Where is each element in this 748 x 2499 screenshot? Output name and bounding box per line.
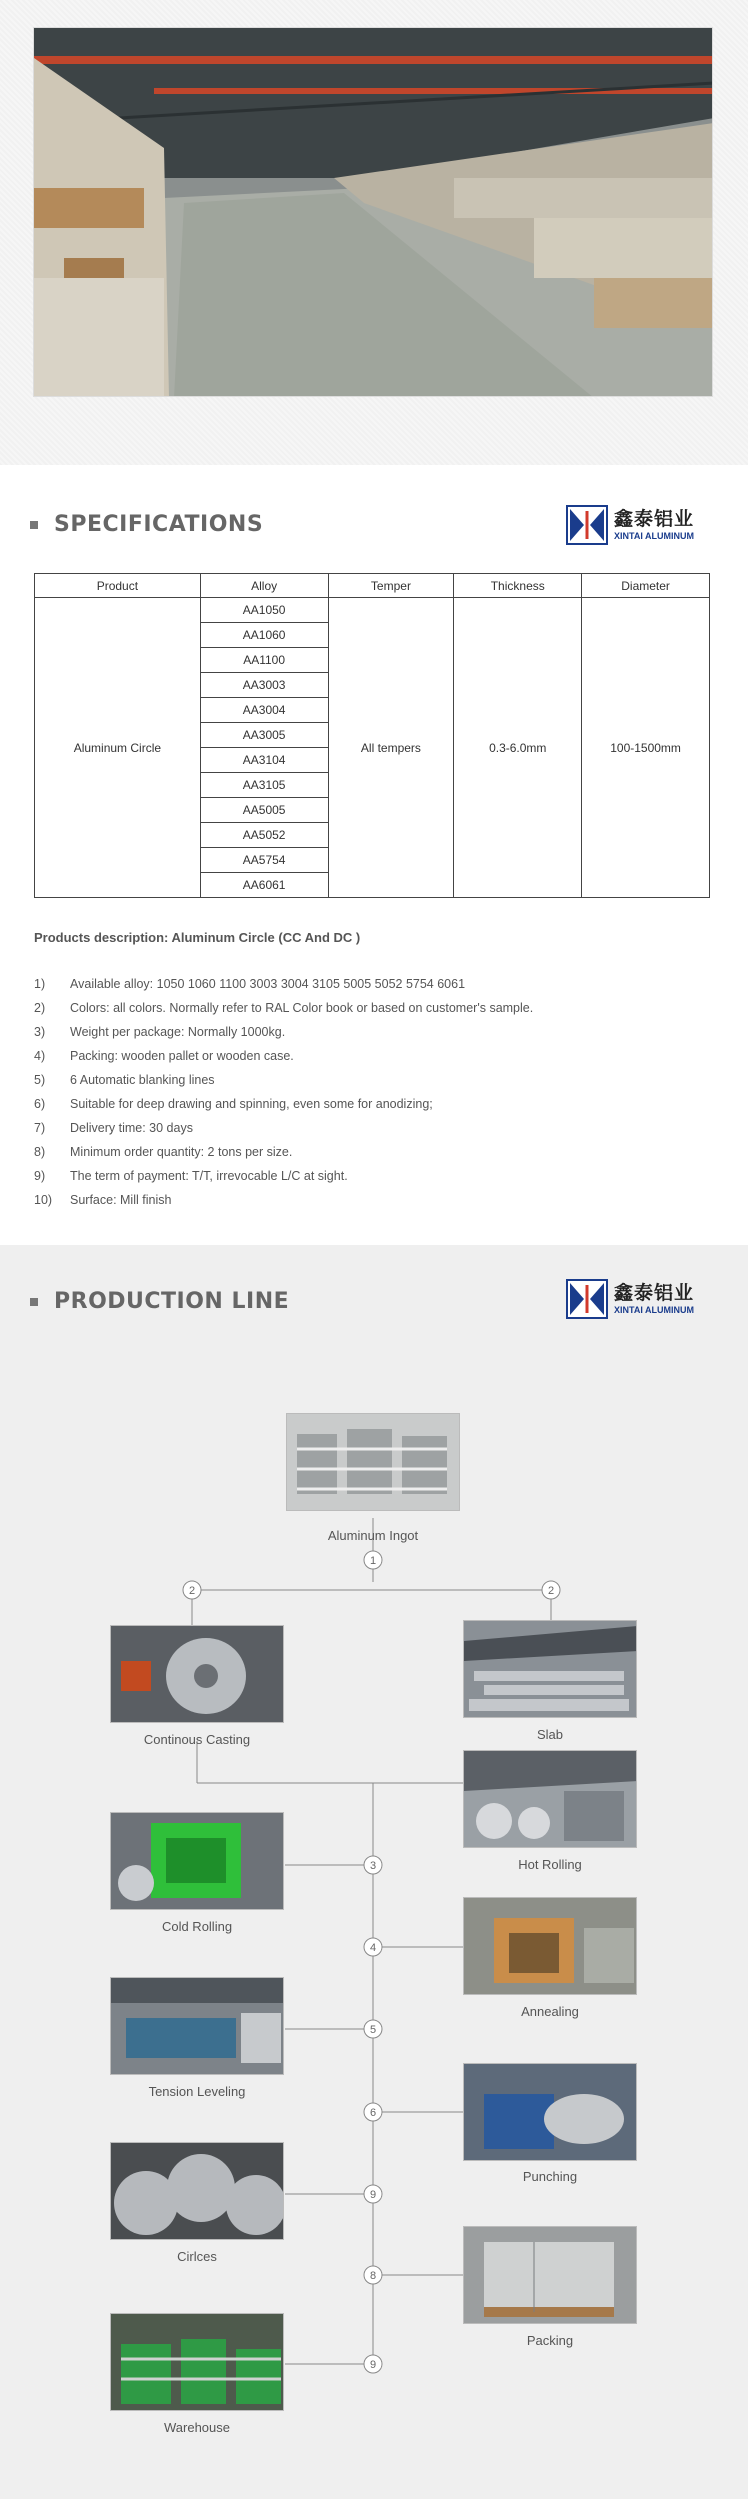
square-bullet-icon: [30, 521, 38, 529]
header-thickness: Thickness: [454, 574, 582, 598]
header-diameter: Diameter: [582, 574, 710, 598]
list-item: 4) Packing: wooden pallet or wooden case.: [34, 1049, 294, 1063]
alloy-cell: AA5754: [200, 848, 328, 873]
list-item: 3) Weight per package: Normally 1000kg.: [34, 1025, 286, 1039]
aluminum-ingot-photo: [286, 1413, 460, 1511]
node-label-continous-casting: Continous Casting: [143, 1732, 251, 1747]
node-label-packing: Packing: [526, 2333, 574, 2348]
node-label-hot-rolling: Hot Rolling: [518, 1857, 582, 1872]
step-number: 9: [369, 2189, 377, 2201]
production-title: PRODUCTION LINE: [54, 1289, 290, 1314]
logo-english-text: XINTAI ALUMINUM: [614, 1305, 694, 1315]
punching-photo: [463, 2063, 637, 2161]
step-number: 8: [369, 2270, 377, 2282]
logo-english-text: XINTAI ALUMINUM: [614, 531, 694, 541]
node-label-circles: Cirlces: [177, 2249, 217, 2264]
alloy-cell: AA5052: [200, 823, 328, 848]
slab-photo: [463, 1620, 637, 1718]
diameter-cell: 100-1500mm: [582, 598, 710, 898]
specifications-section: [0, 465, 748, 1245]
alloy-cell: AA3004: [200, 698, 328, 723]
specifications-title: SPECIFICATIONS: [54, 512, 264, 537]
list-item: 9) The term of payment: T/T, irrevocable L/C at sight.: [34, 1169, 348, 1183]
node-label-annealing: Annealing: [521, 2004, 579, 2019]
temper-cell: All tempers: [328, 598, 454, 898]
step-number: 2: [188, 1585, 196, 1597]
xintai-logo-icon: [566, 505, 608, 545]
step-number: 3: [369, 1860, 377, 1872]
list-item: 1) Available alloy: 1050 1060 1100 3003 3004 3105 5005 5052 5754 6061: [34, 977, 466, 991]
alloy-cell: AA5005: [200, 798, 328, 823]
description-title: Products description: Aluminum Circle (CC And DC ): [34, 930, 361, 945]
alloy-cell: AA3005: [200, 723, 328, 748]
step-number: 1: [369, 1555, 377, 1567]
company-logo: [566, 505, 694, 545]
alloy-cell: AA3104: [200, 748, 328, 773]
step-number: 2: [547, 1585, 555, 1597]
product-cell: Aluminum Circle: [35, 598, 201, 898]
alloy-cell: AA3003: [200, 673, 328, 698]
tension-leveling-photo: [110, 1977, 284, 2075]
step-number: 6: [369, 2107, 377, 2119]
node-label-aluminum-ingot: Aluminum Ingot: [327, 1528, 419, 1543]
list-item: 5) 6 Automatic blanking lines: [34, 1073, 215, 1087]
alloy-cell: AA1060: [200, 623, 328, 648]
table-row: [35, 598, 710, 623]
specifications-table: [34, 573, 710, 898]
step-number: 9: [369, 2359, 377, 2371]
production-line-section: [0, 1245, 748, 2499]
logo-chinese-text: 鑫泰铝业: [614, 508, 695, 530]
node-label-punching: Punching: [522, 2169, 578, 2184]
list-item: 2) Colors: all colors. Normally refer to RAL Color book or based on customer's sample.: [34, 1001, 534, 1015]
alloy-cell: AA3105: [200, 773, 328, 798]
node-label-warehouse: Warehouse: [164, 2420, 230, 2435]
node-label-slab: Slab: [536, 1727, 564, 1742]
warehouse-photo-small: [110, 2313, 284, 2411]
thickness-cell: 0.3-6.0mm: [454, 598, 582, 898]
cold-rolling-photo: [110, 1812, 284, 1910]
hero-section: [0, 0, 748, 465]
node-label-cold-rolling: Cold Rolling: [161, 1919, 233, 1934]
alloy-cell: AA6061: [200, 873, 328, 898]
list-item: 6) Suitable for deep drawing and spinning, even some for anodizing;: [34, 1097, 433, 1111]
description-list: [34, 977, 533, 1217]
warehouse-photo: [33, 27, 713, 397]
packing-photo: [463, 2226, 637, 2324]
continous-casting-photo: [110, 1625, 284, 1723]
logo-chinese-text: 鑫泰铝业: [614, 1282, 695, 1304]
circles-photo: [110, 2142, 284, 2240]
list-item: 7) Delivery time: 30 days: [34, 1121, 193, 1135]
table-header-row: [35, 574, 710, 598]
specifications-heading: [30, 512, 263, 537]
hot-rolling-photo: [463, 1750, 637, 1848]
alloy-cell: AA1100: [200, 648, 328, 673]
annealing-photo: [463, 1897, 637, 1995]
alloy-cell: AA1050: [200, 598, 328, 623]
node-label-tension-leveling: Tension Leveling: [148, 2084, 246, 2099]
header-alloy: Alloy: [200, 574, 328, 598]
step-number: 4: [369, 1942, 377, 1954]
header-temper: Temper: [328, 574, 454, 598]
list-item: 8) Minimum order quantity: 2 tons per size.: [34, 1145, 293, 1159]
step-number: 5: [369, 2024, 377, 2036]
header-product: Product: [35, 574, 201, 598]
list-item: 10) Surface: Mill finish: [34, 1193, 172, 1207]
